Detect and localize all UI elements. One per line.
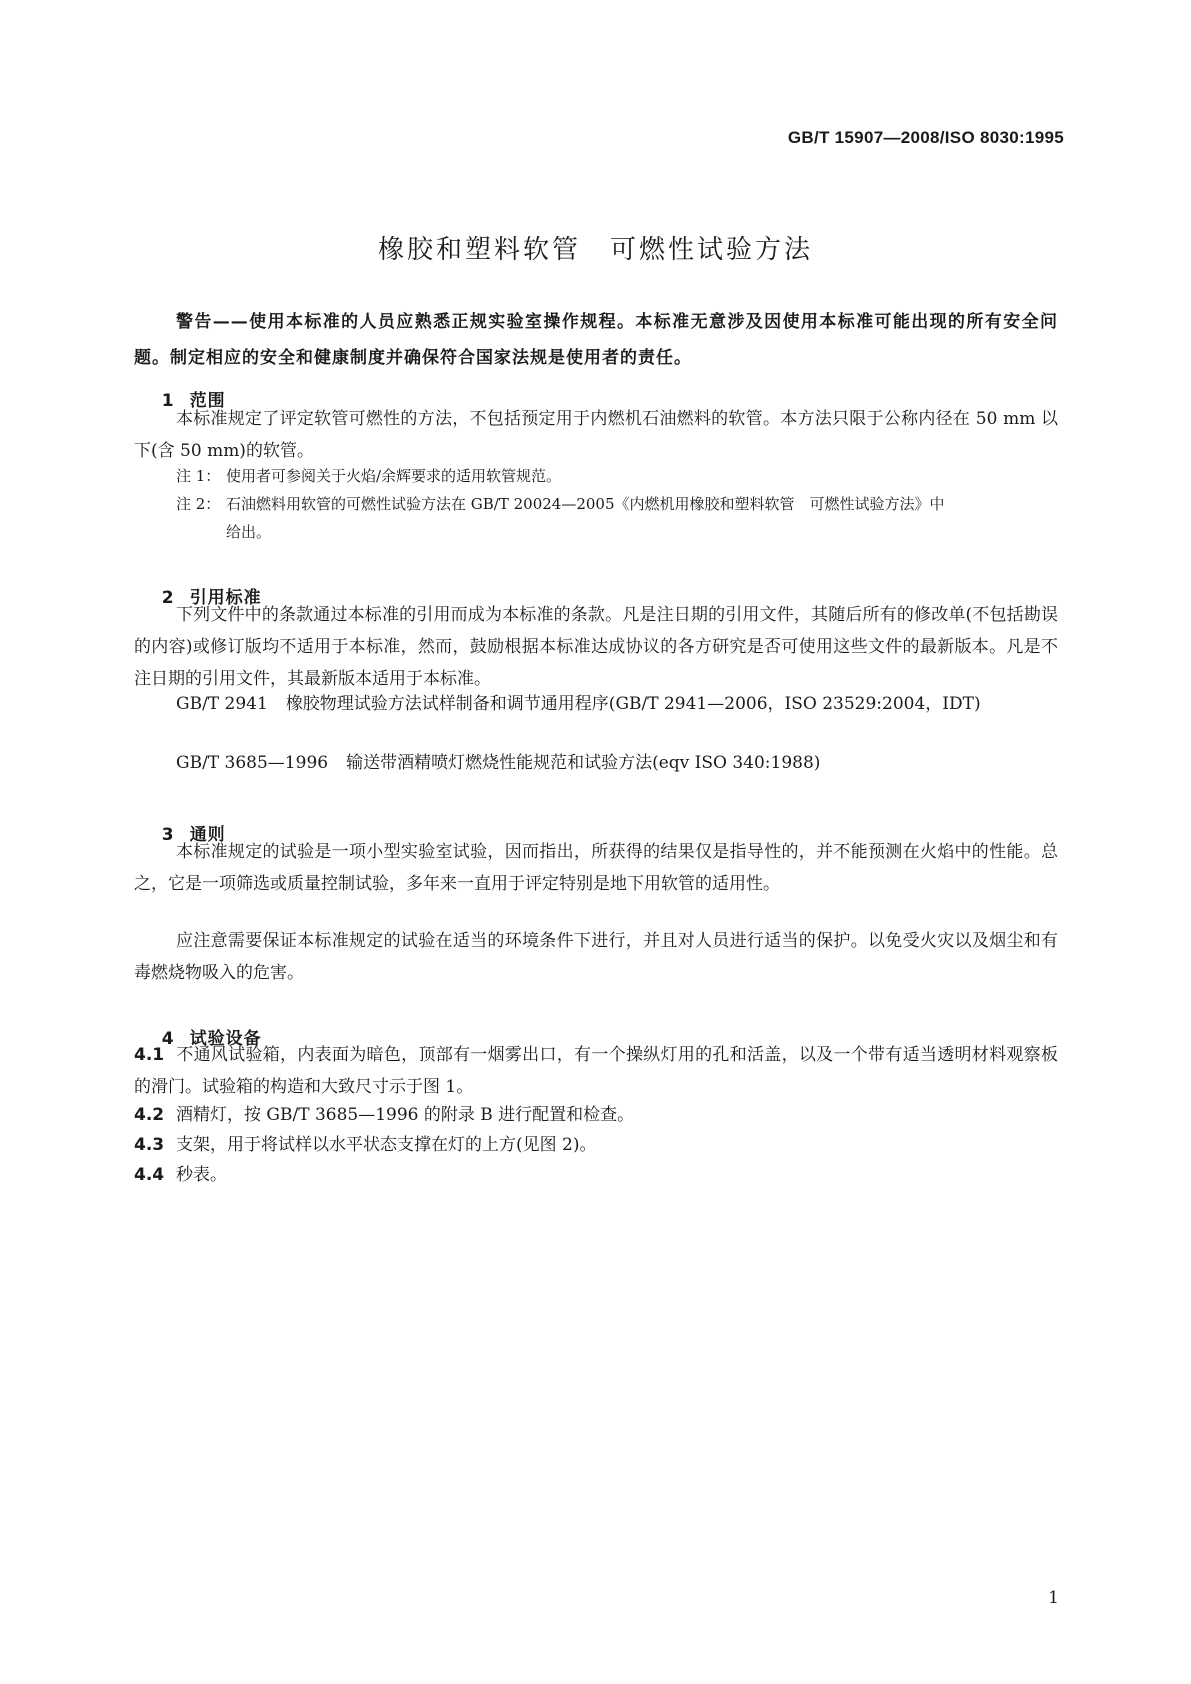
item-number: 4.3 (134, 1135, 165, 1155)
section-1-number: 1 (161, 391, 175, 411)
section-3-title: 通则 (189, 825, 226, 845)
section-2-number: 2 (161, 588, 175, 608)
list-item (134, 1099, 1058, 1131)
item-number: 4.4 (134, 1165, 165, 1185)
note-1-text: 使用者可参阅关于火焰/余辉要求的适用软管规范。 (226, 467, 562, 485)
item-text: 酒精灯，按 GB/T 3685—1996 的附录 B 进行配置和检查。 (176, 1105, 635, 1125)
item-number: 4.1 (134, 1045, 165, 1065)
note-1-label: 注 1： (176, 467, 221, 485)
section-4-number: 4 (161, 1029, 175, 1049)
item-text: 不通风试验箱，内表面为暗色，顶部有一烟雾出口，有一个操纵灯用的孔和活盖，以及一个带有适当透明材料观察板的滑门。试验箱的构造和大致尺寸示于图 1。 (134, 1045, 1058, 1097)
note-2-text-line1: 石油燃料用软管的可燃性试验方法在 GB/T 20024—2005《内燃机用橡胶和塑料软管 可燃性试验方法》中 (226, 495, 945, 513)
page-number: 1 (1048, 1588, 1059, 1608)
section-3-paragraph-2: 应注意需要保证本标准规定的试验在适当的环境条件下进行，并且对人员进行适当的保护。以免受火灾以及烟尘和有毒燃烧物吸入的危害。 (134, 931, 1058, 983)
reference-gbt-3685 (134, 747, 1058, 779)
reference-1-code: GB/T 2941 (176, 694, 268, 714)
document-title: 橡胶和塑料软管 可燃性试验方法 (377, 235, 813, 265)
item-text: 支架，用于将试样以水平状态支撑在灯的上方(见图 2)。 (176, 1135, 597, 1155)
section-2-paragraph: 下列文件中的条款通过本标准的引用而成为本标准的条款。凡是注日期的引用文件，其随后所有的修改单(不包括勘误的内容)或修订版均不适用于本标准，然而，鼓励根据本标准达成协议的各方研究是否可使用这些文件的最新版本。凡是不注日期的引用文件，其最新版本适用于本标准。 (134, 605, 1058, 689)
note-2 (176, 490, 1058, 546)
item-number: 4.2 (134, 1105, 165, 1125)
note-2-text-line2: 给出。 (226, 523, 272, 541)
section-3-number: 3 (161, 825, 175, 845)
warning-paragraph: 警告——使用本标准的人员应熟悉正规实验室操作规程。本标准无意涉及因使用本标准可能出现的所有安全问题。制定相应的安全和健康制度并确保符合国家法规是使用者的责任。 (134, 312, 1058, 368)
section-3-paragraph-1: 本标准规定的试验是一项小型实验室试验，因而指出，所获得的结果仅是指导性的，并不能预测在火焰中的性能。总之，它是一项筛选或质量控制试验，多年来一直用于评定特别是地下用软管的适用性。 (134, 842, 1058, 894)
section-4-title: 试验设备 (189, 1029, 262, 1049)
list-item (134, 1039, 1058, 1103)
note-2-label: 注 2： (176, 495, 221, 513)
reference-2-title: 输送带酒精喷灯燃烧性能规范和试验方法(eqv ISO 340:1988) (346, 753, 821, 773)
item-text: 秒表。 (176, 1165, 227, 1185)
reference-2-code: GB/T 3685—1996 (176, 753, 329, 773)
note-1 (176, 462, 1058, 490)
reference-1-title: 橡胶物理试验方法试样制备和调节通用程序(GB/T 2941—2006，ISO 23529:2004，IDT) (285, 694, 981, 714)
reference-gbt-2941 (134, 688, 1058, 720)
standard-code: GB/T 15907—2008/ISO 8030:1995 (787, 128, 1064, 147)
section-1-title: 范围 (189, 391, 226, 411)
list-item (134, 1159, 1058, 1191)
section-1-paragraph: 本标准规定了评定软管可燃性的方法，不包括预定用于内燃机石油燃料的软管。本方法只限于公称内径在 50 mm 以下(含 50 mm)的软管。 (134, 409, 1058, 461)
section-2-title: 引用标准 (189, 588, 262, 608)
list-item (134, 1129, 1058, 1161)
